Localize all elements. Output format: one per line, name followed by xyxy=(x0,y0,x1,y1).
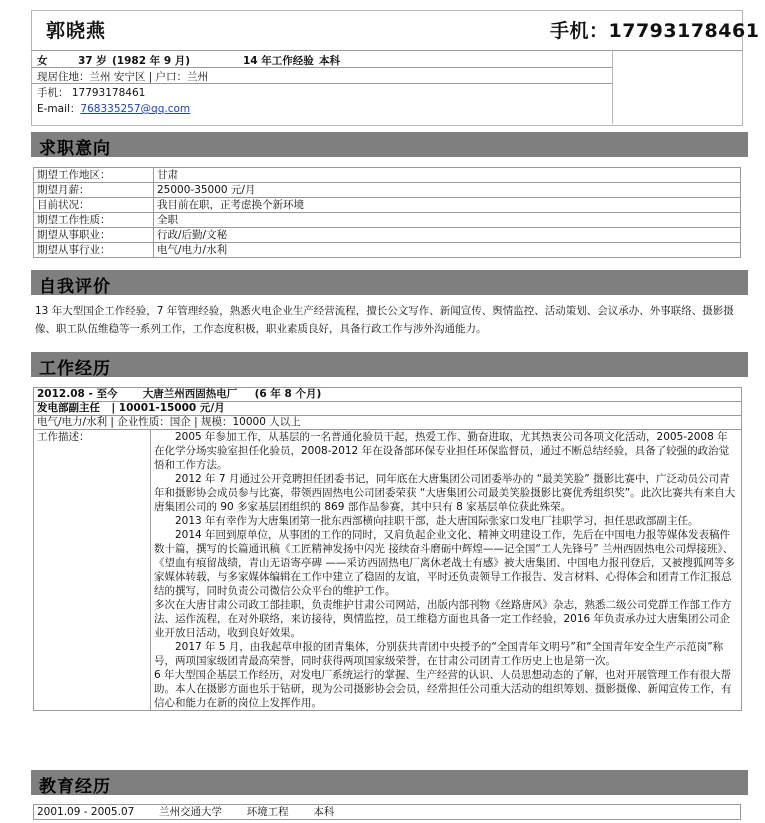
work-description xyxy=(151,430,742,711)
job-intent-label: 期望工作地区： xyxy=(34,168,154,183)
email-label: E-mail： xyxy=(37,103,81,115)
work-experience-years: 14 年工作经验 xyxy=(243,55,314,67)
section-header-work-experience xyxy=(31,352,748,377)
work-description-paragraph: 2005 年参加工作，从基层的一名普通化验员干起，热爱工作、勤奋进取，尤其热衷公司各项文化活动，2005-2008 年在化学分场实验室担任化验员，2008-2012 年在设备部环保专业担任环保监督员，通过不断总结经验，具备了较强的政治觉悟和工作方法。 xyxy=(154,431,730,471)
work-duration: (6 年 8 个月) xyxy=(254,388,322,400)
work-description-paragraph: 2012 年 7 月通过公开竞聘担任团委书记，同年底在大唐集团公司团委举办的 “最美笑脸” 摄影比赛中，广泛动员公司青年和摄影协会成员参与比赛，带领西固热电公司团委荣获 “大唐集团公司最美笑脸摄影比赛优秀组织奖”。此次比赛共有来自大唐集团公司的 90 多家基层团组织的 869 部作品参赛，其中只有 8 家基层单位获此殊荣。 xyxy=(154,473,736,513)
education-period: 2001.09 - 2005.07 xyxy=(37,806,135,818)
work-description-paragraph: 多次在大唐甘肃公司政工部挂职，负责维护甘肃公司网站，出版内部刊物《丝路唐风》杂志，熟悉二级公司党群工作部工作方法、运作流程，在对外联络，来访接待，舆情监控，员工维稳方面也具备一定工作经验，2016 年负责承办过大唐集团公司企业开放日活动，收到良好效果。 xyxy=(154,599,732,639)
salary: | 10001-15000 元/月 xyxy=(111,402,225,414)
work-experience-table xyxy=(33,387,742,711)
candidate-name: 郭晓燕 xyxy=(46,20,107,42)
job-intent-label: 期望工作性质： xyxy=(34,213,154,228)
job-intent-value: 全职 xyxy=(154,213,741,228)
section-title: 求职意向 xyxy=(39,139,111,159)
work-description-paragraph: 2013 年有幸作为大唐集团第一批东西部横向挂职干部，赴大唐国际张家口发电厂挂职学习，担任思政部副主任。 xyxy=(175,515,699,527)
phone-line: 手机： 17793178461 xyxy=(37,87,146,99)
work-period: 2012.08 - 至今 xyxy=(37,388,118,400)
work-description-paragraph: 2017 年 5 月，由我起草申报的团青集体，分别获共青团中央授予的“全国青年文明号”和“全国青年安全生产示范岗”称号，两项国家级团青最高荣誉，同时获得两项国家级荣誉，在甘肃公司团青工作历史上也是第一次。 xyxy=(154,641,724,667)
job-intent-value: 电气/电力/水利 xyxy=(154,243,741,258)
school-name: 兰州交通大学 xyxy=(159,806,222,818)
company-name: 大唐兰州西固热电厂 xyxy=(142,388,238,400)
job-intent-row xyxy=(34,168,741,183)
residence: 现居住地：兰州 安宁区 | 户口：兰州 xyxy=(37,71,209,83)
job-intent-value: 25000-35000 元/月 xyxy=(154,183,741,198)
job-intent-value: 甘肃 xyxy=(154,168,741,183)
work-description-label: 工作描述： xyxy=(34,430,151,711)
company-info: 电气/电力/水利 | 企业性质：国企 | 规模：10000 人以上 xyxy=(34,416,742,430)
work-description-paragraph: 2014 年回到原单位，从事团的工作的同时，又肩负起企业文化、精神文明建设工作，先后在中国电力报等媒体发表稿件数十篇，撰写的长篇通讯稿《工匠精神发扬中闪光 接续奋斗磨砺中辉煌——记全国“工人先锋号” 兰州西固热电公司焊接班》、《望血有痕留战绩，青山无语寄亭碑 ——采访西固热电厂离休老战士有感》被大唐集团、中国电力报刊登后，又被搜狐网等多家媒体转载，与多家媒体编辑在工作中建立了稳固的友谊，平时还负责领导工作报告、发言材料、心得体会和团青工作汇报总结的撰写，同时负责公司微信公众平台的维护工作。 xyxy=(154,529,735,597)
education-row xyxy=(34,805,741,820)
photo-divider xyxy=(612,50,613,124)
education-degree: 本科 xyxy=(313,806,335,818)
job-intent-row xyxy=(34,198,741,213)
job-intent-label: 目前状况： xyxy=(34,198,154,213)
position-title: 发电部副主任 xyxy=(37,402,100,414)
section-title: 工作经历 xyxy=(39,359,111,379)
section-header-education xyxy=(31,770,748,795)
job-intent-label: 期望月薪： xyxy=(34,183,154,198)
degree: 本科 xyxy=(319,55,340,67)
education-table xyxy=(33,804,741,820)
company-info-row xyxy=(34,416,742,430)
job-intent-row xyxy=(34,183,741,198)
work-title-row xyxy=(34,388,742,402)
work-description-paragraph: 6 年大型国企基层工作经历，对发电厂系统运行的掌握、生产经营的认识、人员思想动态的了解，也对开展管理工作有很大帮助。本人在摄影方面也乐于钻研，现为公司摄影协会会员，经常担任公司重大活动的组织筹划、摄影摄像、新闻宣传工作，有信心和能力在新的岗位上发挥作用。 xyxy=(154,669,732,709)
birth-date: (1982 年 9 月) xyxy=(112,55,191,67)
job-intent-value: 我目前在职，正考虑换个新环境 xyxy=(154,198,741,213)
job-intent-label: 期望从事行业： xyxy=(34,243,154,258)
job-intent-label: 期望从事职业： xyxy=(34,228,154,243)
job-intent-row xyxy=(34,243,741,258)
job-intent-value: 行政/后勤/文秘 xyxy=(154,228,741,243)
gender: 女 xyxy=(37,55,48,67)
section-header-job-intent xyxy=(31,132,748,157)
major: 环境工程 xyxy=(246,806,289,818)
job-intent-table xyxy=(33,167,741,258)
row-divider xyxy=(31,67,612,68)
row-divider xyxy=(31,83,612,84)
age: 37 岁 xyxy=(78,55,107,67)
self-evaluation-text: 13 年大型国企工作经验，7 年管理经验，熟悉火电企业生产经营流程，擅长公文写作、新闻宣传、舆情监控、活动策划、会议承办、外事联络、摄影摄像、职工队伍维稳等一系列工作，工作态度积极，职业素质良好，具备行政工作与涉外沟通能力。 xyxy=(35,305,734,335)
email-row xyxy=(37,101,190,116)
section-title: 教育经历 xyxy=(39,777,111,797)
work-description-row xyxy=(34,430,742,711)
phone-headline: 手机：17793178461 xyxy=(550,20,760,42)
header-divider xyxy=(31,50,742,51)
job-intent-row xyxy=(34,213,741,228)
section-header-self-evaluation xyxy=(31,270,748,295)
position-row xyxy=(34,402,742,416)
email-link[interactable]: 768335257@qq.com xyxy=(80,103,191,115)
section-title: 自我评价 xyxy=(39,277,111,297)
job-intent-row xyxy=(34,228,741,243)
